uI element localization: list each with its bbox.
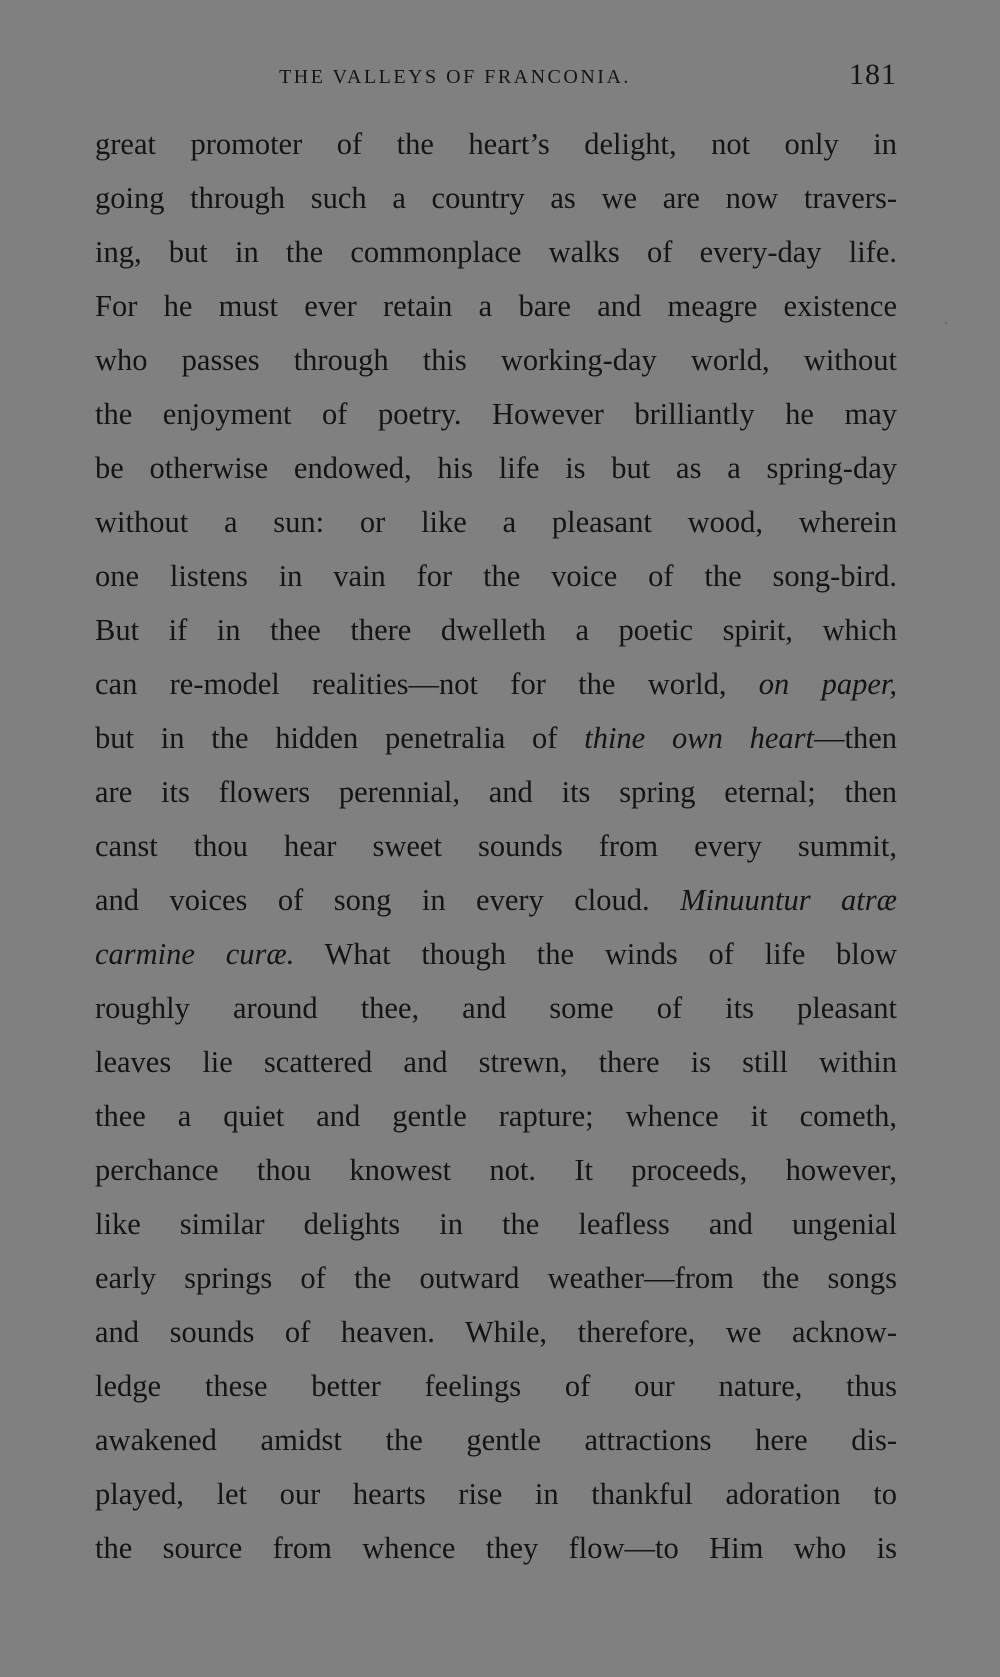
text-segment: roughly around thee, and some of its pleasant	[95, 991, 897, 1025]
text-line	[95, 819, 897, 873]
text-segment: without a sun: or like a pleasant wood, wherein	[95, 505, 897, 539]
text-line	[95, 927, 897, 981]
text-line	[95, 1413, 897, 1467]
text-segment: played, let our hearts rise in thankful adoration to	[95, 1477, 897, 1511]
text-line	[95, 1089, 897, 1143]
text-segment: who passes through this working-day world, without	[95, 343, 897, 377]
text-line	[95, 711, 897, 765]
text-segment: the source from whence they flow—to Him who is	[95, 1531, 897, 1565]
text-line	[95, 1035, 897, 1089]
text-segment: —then	[813, 721, 897, 755]
text-segment: ledge these better feelings of our nature, thus	[95, 1369, 897, 1403]
text-line	[95, 873, 897, 927]
text-segment: and voices of song in every cloud.	[95, 883, 681, 917]
page-number: 181	[849, 58, 897, 91]
text-line	[95, 495, 897, 549]
text-line	[95, 1305, 897, 1359]
running-title: THE VALLEYS OF FRANCONIA.	[279, 66, 631, 88]
text-segment: and sounds of heaven. While, therefore, we acknow-	[95, 1315, 897, 1349]
text-segment: are its flowers perennial, and its spring eternal; then	[95, 775, 897, 809]
text-line	[95, 657, 897, 711]
text-line	[95, 171, 897, 225]
text-segment: awakened amidst the gentle attractions here dis-	[95, 1423, 897, 1457]
text-segment: ing, but in the commonplace walks of every-day life.	[95, 235, 897, 269]
text-segment: can re-model realities—not for the world,	[95, 667, 759, 701]
text-line	[95, 981, 897, 1035]
text-line	[95, 603, 897, 657]
text-line	[95, 1251, 897, 1305]
text-segment: the enjoyment of poetry. However brilliantly he may	[95, 397, 897, 431]
text-line	[95, 117, 897, 171]
italic-text: Minuuntur atræ	[680, 883, 897, 917]
text-line	[95, 765, 897, 819]
text-line	[95, 333, 897, 387]
text-segment: but in the hidden penetralia of	[95, 721, 585, 755]
scan-speck	[945, 322, 947, 324]
italic-text: carmine curæ.	[95, 937, 295, 971]
body-text	[95, 117, 897, 1575]
italic-text: thine own heart	[584, 721, 814, 755]
text-segment: perchance thou knowest not. It proceeds, however,	[95, 1153, 897, 1187]
text-segment: canst thou hear sweet sounds from every summit,	[95, 829, 897, 863]
text-line	[95, 225, 897, 279]
text-segment: great promoter of the heart’s delight, not only in	[95, 127, 897, 161]
text-line	[95, 1359, 897, 1413]
italic-text: on paper,	[758, 667, 897, 701]
text-segment: like similar delights in the leafless and ungenial	[95, 1207, 897, 1241]
text-line	[95, 1521, 897, 1575]
text-line	[95, 387, 897, 441]
text-segment: leaves lie scattered and strewn, there is still within	[95, 1045, 897, 1079]
text-segment: early springs of the outward weather—from the songs	[95, 1261, 897, 1295]
text-segment: going through such a country as we are now travers-	[95, 181, 897, 215]
text-segment: one listens in vain for the voice of the song-bird.	[95, 559, 897, 593]
text-segment: thee a quiet and gentle rapture; whence it cometh,	[95, 1099, 897, 1133]
text-line	[95, 549, 897, 603]
text-line	[95, 1143, 897, 1197]
text-line	[95, 441, 897, 495]
text-line	[95, 1197, 897, 1251]
text-segment: What though the winds of life blow	[294, 937, 897, 971]
running-head	[95, 58, 897, 98]
text-line	[95, 279, 897, 333]
text-segment: But if in thee there dwelleth a poetic spirit, which	[95, 613, 897, 647]
text-segment: be otherwise endowed, his life is but as a spring-day	[95, 451, 897, 485]
text-segment: For he must ever retain a bare and meagre existence	[95, 289, 897, 323]
text-line	[95, 1467, 897, 1521]
